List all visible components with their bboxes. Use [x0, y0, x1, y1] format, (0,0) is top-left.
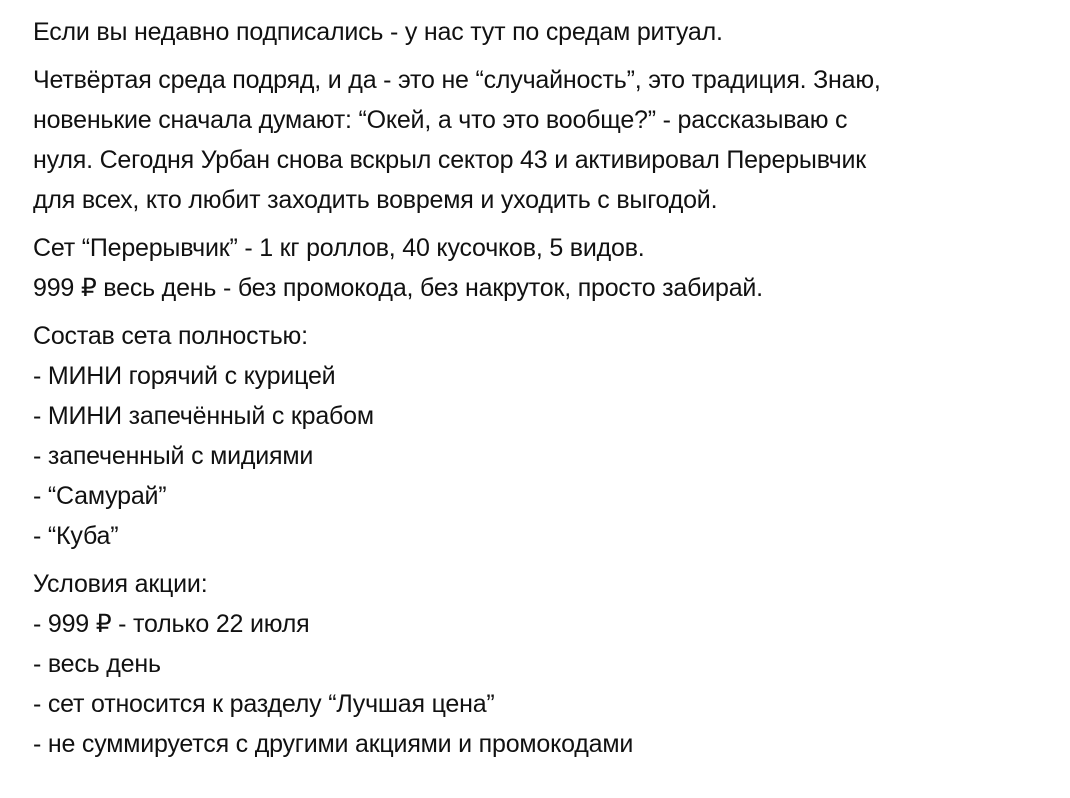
- post-body: [33, 12, 1043, 764]
- story-line: Четвёртая среда подряд, и да - это не “случайность”, это традиция. Знаю,: [33, 66, 881, 94]
- list-item: - МИНИ горячий с курицей: [33, 362, 336, 390]
- list-item: - “Самурай”: [33, 482, 167, 510]
- list-item: - не суммируется с другими акциями и промокодами: [33, 730, 634, 758]
- story-line: нуля. Сегодня Урбан снова вскрыл сектор 43 и активировал Перерывчик: [33, 146, 866, 174]
- story-line: новенькие сначала думают: “Окей, а что это вообще?” - рассказываю с: [33, 106, 848, 134]
- list-item: - весь день: [33, 650, 161, 678]
- offer-line: Сет “Перерывчик” - 1 кг роллов, 40 кусочков, 5 видов.: [33, 234, 645, 262]
- list-item: - МИНИ запечённый с крабом: [33, 402, 374, 430]
- offer-line: 999 ₽ весь день - без промокода, без накруток, просто забирай.: [33, 274, 763, 302]
- conditions-section: [33, 564, 1043, 764]
- list-item: - запеченный с мидиями: [33, 442, 314, 470]
- composition-heading: Состав сета полностью:: [33, 322, 308, 350]
- list-item: - сет относится к разделу “Лучшая цена”: [33, 690, 495, 718]
- composition-section: [33, 316, 1043, 556]
- list-item: - “Куба”: [33, 522, 119, 550]
- list-item: - 999 ₽ - только 22 июля: [33, 610, 310, 638]
- story-line: для всех, кто любит заходить вовремя и уходить с выгодой.: [33, 186, 718, 214]
- offer-paragraph: [33, 228, 1043, 308]
- intro-line: Если вы недавно подписались - у нас тут по средам ритуал.: [33, 18, 723, 46]
- conditions-heading: Условия акции:: [33, 570, 208, 598]
- intro-paragraph: [33, 12, 1043, 52]
- story-paragraph: [33, 60, 1043, 220]
